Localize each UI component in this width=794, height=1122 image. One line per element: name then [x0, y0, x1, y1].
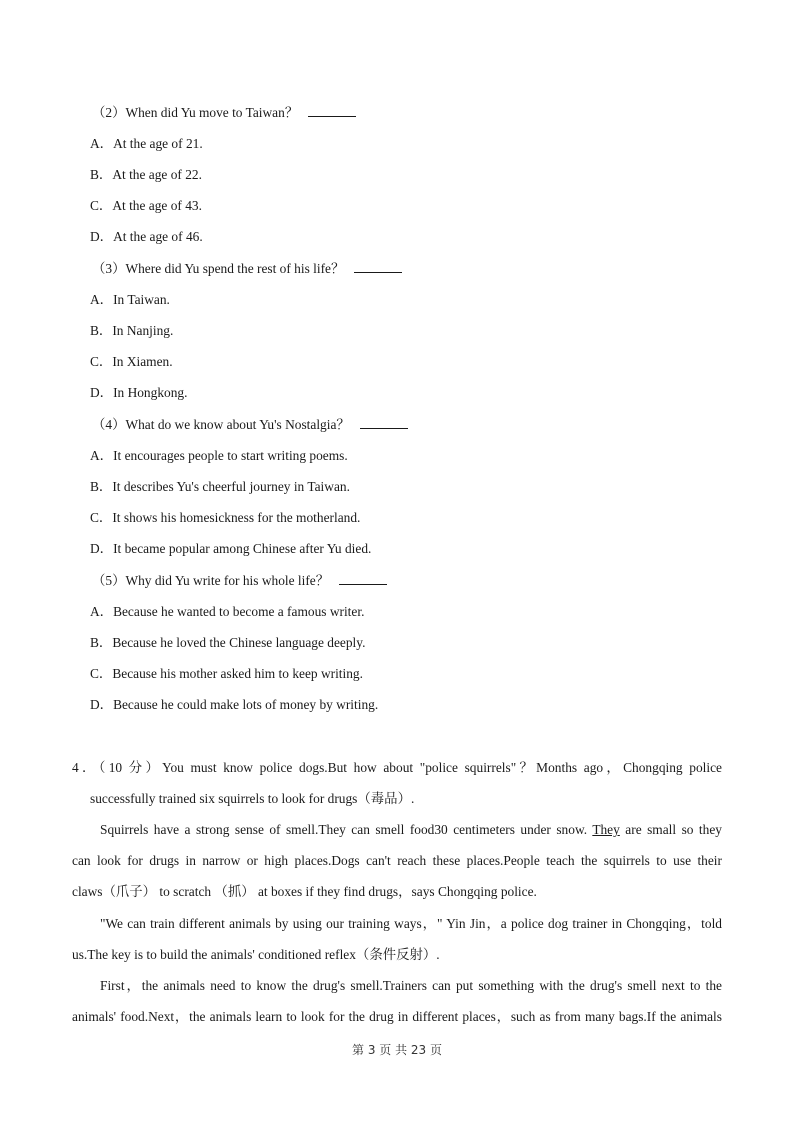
question-3-text: （3）Where did Yu spend the rest of his life？	[92, 261, 345, 276]
question-3-stem	[92, 260, 402, 278]
option-letter: C．	[90, 354, 113, 369]
option-text: In Xiamen.	[112, 354, 173, 369]
question-2-option-d	[90, 228, 203, 246]
question-3-option-a	[90, 291, 170, 309]
option-letter: C．	[90, 510, 113, 525]
question-2-option-a	[90, 135, 203, 153]
question-5-option-d	[90, 696, 378, 714]
answer-blank	[360, 416, 408, 429]
question-5-stem	[92, 572, 387, 590]
option-letter: A．	[90, 448, 114, 463]
option-text: In Nanjing.	[112, 323, 174, 338]
option-letter: D．	[90, 229, 114, 244]
option-text: Because his mother asked him to keep writing.	[112, 666, 363, 681]
option-letter: D．	[90, 697, 114, 712]
question-5-option-b	[90, 634, 365, 652]
option-text: It became popular among Chinese after Yu died.	[113, 541, 372, 556]
passage-paragraph-4-line-1: First，the animals need to know the drug's smell.Trainers can put something with the drug's smell next to the	[100, 978, 722, 993]
option-letter: B．	[90, 323, 113, 338]
option-text: At the age of 43.	[112, 198, 202, 213]
option-text: At the age of 22.	[112, 167, 202, 182]
passage-paragraph-2-line-3: claws（爪子） to scratch （抓） at boxes if they find drugs，says Chongqing police.	[72, 884, 537, 899]
passage-text: Squirrels have a strong sense of smell.They can smell food30 centimeters under snow.	[100, 822, 593, 837]
question-4-text: （4）What do we know about Yu's Nostalgia？	[92, 417, 350, 432]
underlined-word: They	[592, 822, 620, 837]
option-letter: C．	[90, 666, 113, 681]
question-2-option-c	[90, 197, 202, 215]
option-letter: A．	[90, 604, 114, 619]
passage-paragraph-3-line-1: "We can train different animals by using our training ways，" Yin Jin，a police dog trainer in Chongqing，told	[100, 916, 722, 931]
option-text: Because he wanted to become a famous writer.	[113, 604, 365, 619]
answer-blank	[354, 260, 402, 273]
option-letter: D．	[90, 541, 114, 556]
question-2-option-b	[90, 166, 202, 184]
option-letter: A．	[90, 136, 114, 151]
option-letter: B．	[90, 479, 113, 494]
option-text: In Hongkong.	[113, 385, 188, 400]
passage-paragraph-4-line-2: animals' food.Next，the animals learn to look for the drug in different places，such as from many bags.If the animals	[72, 1009, 722, 1024]
passage-paragraph-3-line-2: us.The key is to build the animals' conditioned reflex（条件反射）.	[72, 947, 440, 962]
option-letter: A．	[90, 292, 114, 307]
passage-paragraph-2-line-2: can look for drugs in narrow or high places.Dogs can't reach these places.People teach the squirrels to use their	[72, 853, 722, 868]
question-3-option-d	[90, 384, 187, 402]
question-4-option-c	[90, 509, 360, 527]
option-text: At the age of 21.	[113, 136, 203, 151]
option-text: Because he loved the Chinese language deeply.	[112, 635, 366, 650]
question-3-option-b	[90, 322, 173, 340]
option-text: It describes Yu's cheerful journey in Taiwan.	[112, 479, 350, 494]
passage-paragraph-2-line-1	[100, 821, 722, 839]
page-number-footer: 第 3 页 共 23 页	[352, 1043, 442, 1057]
question-3-option-c	[90, 353, 173, 371]
question-4-option-a	[90, 447, 348, 465]
option-text: It shows his homesickness for the motherland.	[112, 510, 361, 525]
passage-intro-line-2: successfully trained six squirrels to look for drugs（毒品）.	[90, 791, 415, 806]
question-4-stem	[92, 416, 408, 434]
question-5-option-a	[90, 603, 364, 621]
option-letter: C．	[90, 198, 113, 213]
question-4-option-b	[90, 478, 350, 496]
option-text: At the age of 46.	[113, 229, 203, 244]
option-letter: B．	[90, 635, 113, 650]
option-text: It encourages people to start writing poems.	[113, 448, 348, 463]
option-text: In Taiwan.	[113, 292, 170, 307]
question-4-option-d	[90, 540, 371, 558]
question-2-text: （2）When did Yu move to Taiwan？	[92, 105, 299, 120]
option-text: Because he could make lots of money by writing.	[113, 697, 379, 712]
passage-intro-line-1: 4．（10 分）You must know police dogs.But how about "police squirrels"？Months ago，Chongqing police	[72, 760, 722, 775]
answer-blank	[308, 104, 356, 117]
question-2-stem	[92, 104, 356, 122]
answer-blank	[339, 572, 387, 585]
question-5-text: （5）Why did Yu write for his whole life？	[92, 573, 330, 588]
passage-text: are small so they	[619, 822, 722, 837]
option-letter: D．	[90, 385, 114, 400]
question-5-option-c	[90, 665, 363, 683]
option-letter: B．	[90, 167, 113, 182]
